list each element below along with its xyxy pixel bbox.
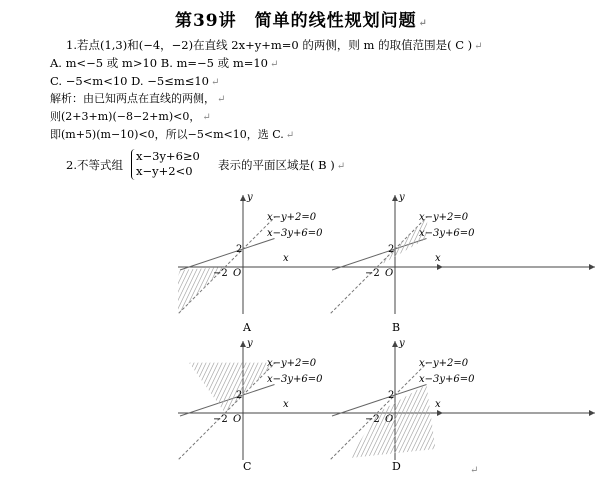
line-x-3y-6 [180,238,275,270]
y-axis-label: y [247,338,253,349]
x-axis-arrow [589,410,595,416]
line-1-label: x−y+2=0 [419,212,469,223]
line-1-label: x−y+2=0 [267,212,317,223]
y-axis-label: y [399,192,405,203]
x-tick-neg2: −2 [213,268,228,279]
graph-b-svg [330,192,600,317]
y-axis-arrow [392,341,398,347]
line-2-label: x−3y+6=0 [267,374,323,385]
question-1-analysis-2: 则(2+3+m)(−8−2+m)<0， ↵ [50,110,211,123]
question-1-stem: 1.若点(1,3)和(−4，−2)在直线 2x+y+m=0 的两侧，则 m 的取值范围是( C ) ↵ [66,38,483,52]
y-axis-arrow [392,195,398,201]
y-axis-label: y [399,338,405,349]
question-1-analysis-3: 即(m+5)(m−10)<0，所以−5<m<10，选 C. ↵ [50,128,295,141]
y-axis-arrow [240,341,246,347]
origin-label: O [233,268,242,279]
line-2-label: x−3y+6=0 [267,228,323,239]
option-label-c: C [243,460,252,473]
question-1-options-cd: C. −5<m<10 D. −5≤m≤10 ↵ [50,74,220,88]
line-x-3y-6 [332,238,427,270]
y-tick-2: 2 [388,244,395,255]
inequality-system [136,149,200,179]
graph-d-svg [330,338,600,463]
y-axis-arrow [240,195,246,201]
x-axis-arrow [589,264,595,270]
inequality-1: x−3y+6≥0 [136,149,200,163]
inequality-2: x−y+2<0 [136,164,193,178]
origin-label: O [233,414,242,425]
line-1-label: x−y+2=0 [419,358,469,369]
paragraph-mark: ↵ [470,465,479,476]
line-x-3y-6 [180,384,275,416]
line-2-label: x−3y+6=0 [419,228,475,239]
x-tick-neg2: −2 [365,414,380,425]
x-tick-neg2: −2 [213,414,228,425]
question-1-analysis-1: 解析：由已知两点在直线的两侧， ↵ [50,92,226,105]
shaded-region [330,338,586,463]
y-tick-2: 2 [236,244,243,255]
x-axis-label: x [435,253,441,264]
origin-label: O [385,414,394,425]
question-2-suffix: 表示的平面区域是( B ) ↵ [218,158,346,172]
option-label-b: B [392,321,401,334]
line-2-label: x−3y+6=0 [419,374,475,385]
x-axis-label: x [283,253,289,264]
question-2-prefix: 2.不等式组 [66,158,123,172]
graph-b [330,192,600,321]
x-axis-label: x [435,399,441,410]
option-label-d: D [392,460,401,473]
x-tick-neg2: −2 [365,268,380,279]
page-title: 第39讲 简单的线性规划问题 ↵ [174,11,429,31]
y-tick-2: 2 [388,390,395,401]
line-1-label: x−y+2=0 [267,358,317,369]
y-tick-2: 2 [236,390,243,401]
x-axis-label: x [283,399,289,410]
question-1-options-ab: A. m<−5 或 m>10 B. m=−5 或 m=10 ↵ [50,56,279,70]
y-axis-label: y [247,192,253,203]
graph-d [330,338,600,467]
option-label-a: A [243,321,251,334]
shaded-region [330,192,586,317]
origin-label: O [385,268,394,279]
